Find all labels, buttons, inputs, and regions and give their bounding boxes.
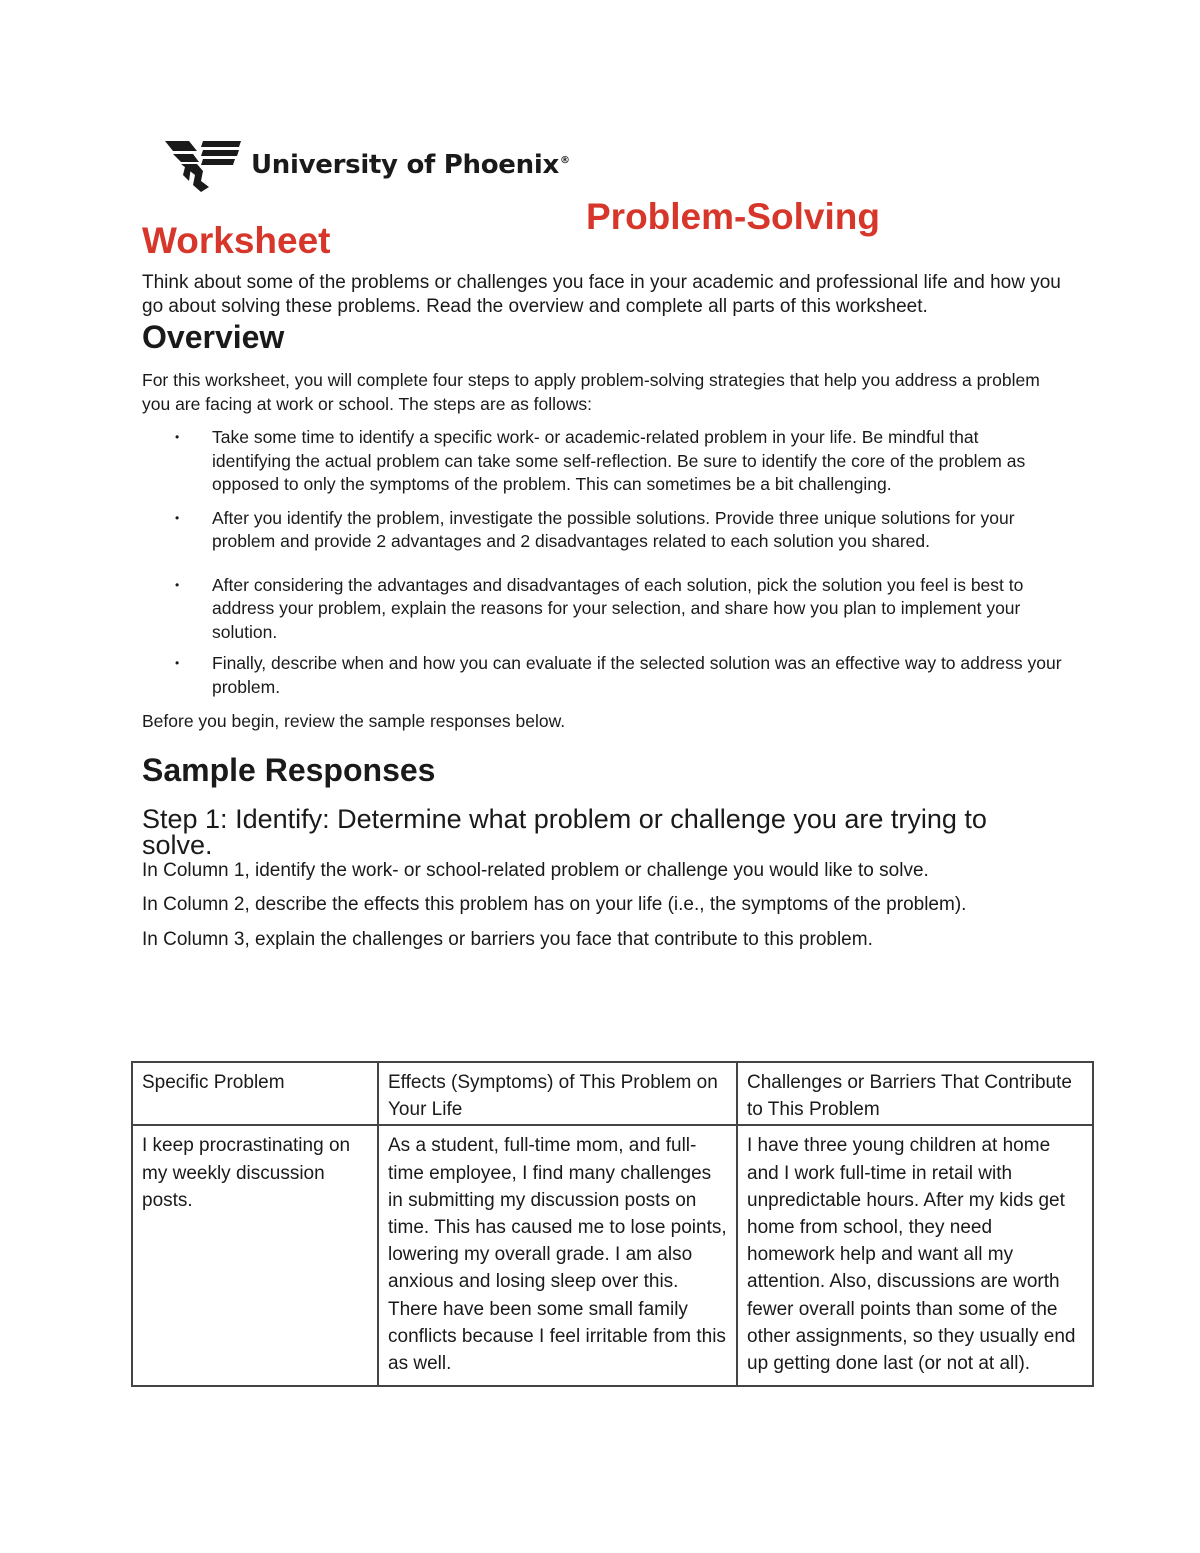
- sample-responses-heading: Sample Responses: [142, 751, 436, 788]
- list-item: • After considering the advantages and disadvantages of each solution, pick the solution you feel is best to address your problem, explain the reasons for your selection, and share how you plan to implement your solution.: [142, 574, 1062, 645]
- title-worksheet: Worksheet: [142, 220, 331, 261]
- steps-list: [142, 426, 1062, 699]
- table-cell: I keep procrastinating on my weekly discussion posts.: [132, 1125, 378, 1386]
- overview-heading: Overview: [142, 319, 285, 355]
- table-header: Specific Problem: [132, 1062, 378, 1125]
- before-you-begin: Before you begin, review the sample responses below.: [142, 711, 566, 731]
- intro-paragraph: Think about some of the problems or challenges you face in your academic and professional life and how you go about solving these problems. Read the overview and complete all parts of this worksheet.: [142, 272, 1061, 317]
- sample-table: [131, 1061, 1094, 1387]
- column3-instruction: In Column 3, explain the challenges or barriers you face that contribute to this problem.: [142, 928, 873, 950]
- table-header: Effects (Symptoms) of This Problem on Your Life: [378, 1062, 737, 1125]
- step1-heading: Step 1: Identify: Determine what problem or challenge you are trying to solve.: [142, 803, 987, 860]
- document-body: [142, 271, 1062, 951]
- table-header: Challenges or Barriers That Contribute to This Problem: [737, 1062, 1093, 1125]
- column2-instruction: In Column 2, describe the effects this problem has on your life (i.e., the symptoms of the problem).: [142, 894, 967, 915]
- list-item: • After you identify the problem, investigate the possible solutions. Provide three unique solutions for your problem and provide 2 advantages and 2 disadvantages related to each solution you shared.: [142, 507, 1062, 554]
- column1-instruction: In Column 1, identify the work- or school-related problem or challenge you would like to solve.: [142, 859, 929, 881]
- table-row: [132, 1125, 1093, 1386]
- list-item: • Finally, describe when and how you can evaluate if the selected solution was an effective way to address your problem.: [142, 652, 1062, 699]
- logo-wordmark: University of Phoenix®: [251, 150, 570, 180]
- university-logo: [163, 137, 570, 193]
- list-item: • Take some time to identify a specific work- or academic-related problem in your life. Be mindful that identifying the actual problem can take some self-reflection. Be sure to identify the core of the problem as opposed to only the symptoms of the problem. This can sometimes be a bit challenging.: [142, 426, 1062, 497]
- overview-paragraph: For this worksheet, you will complete four steps to apply problem-solving strategies that help you address a problem you are facing at work or school. The steps are as follows:: [142, 370, 1040, 414]
- table-cell: As a student, full-time mom, and full-time employee, I find many challenges in submitting my discussion posts on time. This has caused me to lose points, lowering my overall grade. I am also anxious and losing sleep over this. There have been some small family conflicts because I feel irritable from this as well.: [378, 1125, 737, 1386]
- table-header-row: [132, 1062, 1093, 1125]
- phoenix-bird-icon: [163, 137, 243, 193]
- table-cell: I have three young children at home and I work full-time in retail with unpredictable hours. After my kids get home from school, they need homework help and want all my attention. Also, discussions are worth fewer overall points than some of the other assignments, so they usually end up getting done last (or not at all).: [737, 1125, 1093, 1386]
- title-problem-solving: Problem-Solving: [586, 196, 880, 237]
